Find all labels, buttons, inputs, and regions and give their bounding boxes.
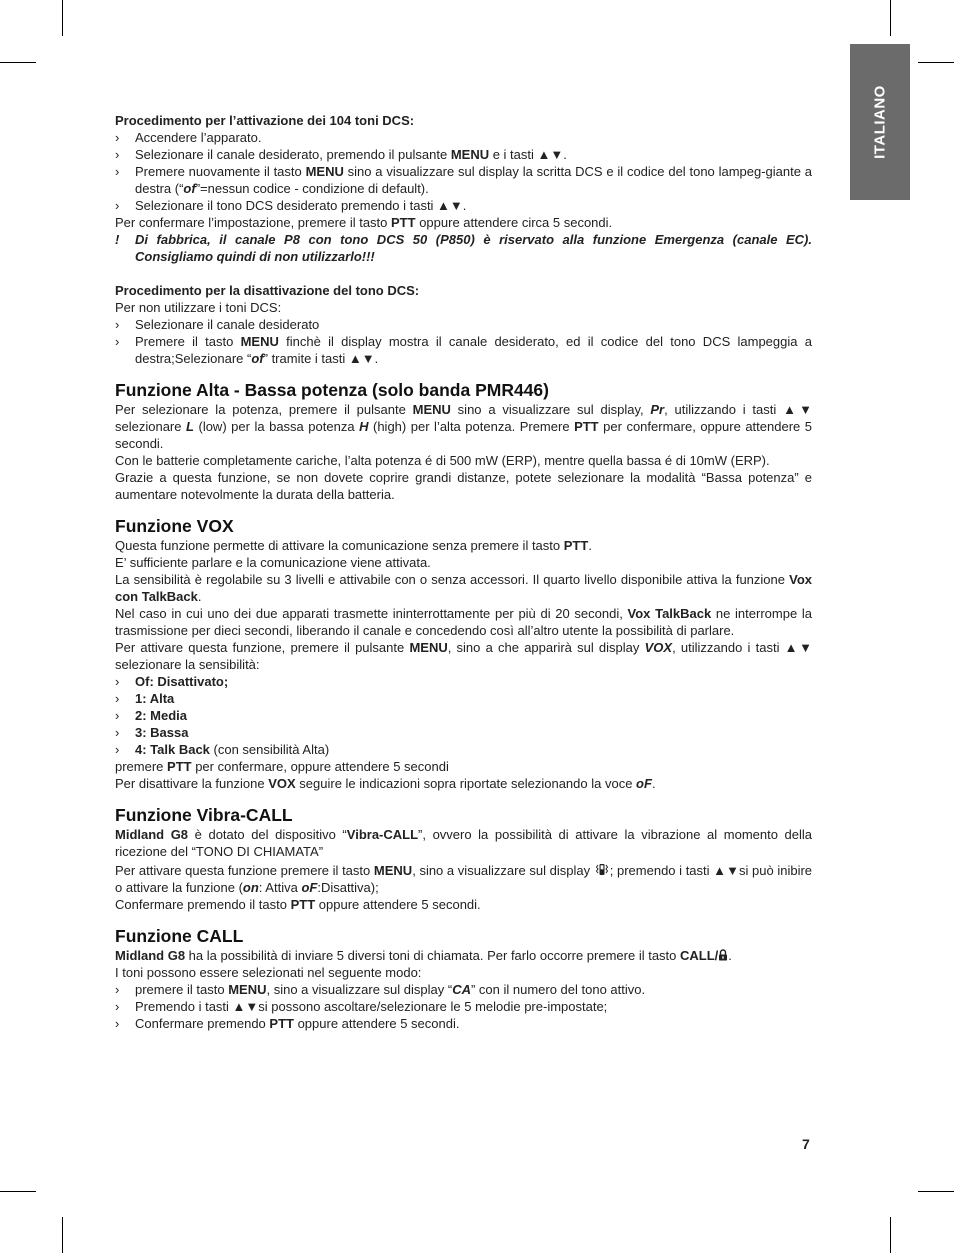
dcs-off-intro: Per non utilizzare i toni DCS: [115,300,282,315]
vox-paragraph: Nel caso in cui uno dei due apparati trasmette ininterrottamente per più di 20 secondi, Vox TalkBack ne interrompe la trasmissione per dieci secondi, liberando il canale e concedendo così all’altro utente la possibilità di parlare. [115,606,812,638]
section-heading-vox: Funzione VOX [115,516,234,536]
list-item: › 1: Alta [115,690,812,707]
crop-mark [918,1191,954,1192]
crop-mark [0,62,36,63]
call-paragraph: I toni possono essere selezionati nel seguente modo: [115,965,422,980]
lock-icon [718,949,728,961]
list-item: › 3: Bassa [115,724,812,741]
dcs-off-title: Procedimento per la disattivazione del tono DCS: [115,283,420,298]
list-item: › Selezionare il tono DCS desiderato premendo i tasti ▲▼. [115,197,812,214]
list-item: › Premendo i tasti ▲▼si possono ascoltare/selezionare le 5 melodie pre-impostate; [115,998,812,1015]
power-paragraph: Con le batterie completamente cariche, l’alta potenza é di 500 mW (ERP), mentre quella bassa é di 10mW (ERP). [115,453,770,468]
section-heading-vibra-call: Funzione Vibra-CALL [115,805,293,825]
list-item: › premere il tasto MENU, sino a visualizzare sul display “CA” con il numero del tono attivo. [115,981,812,998]
list-item: › Confermare premendo PTT oppure attendere 5 secondi. [115,1015,812,1032]
crop-mark [890,0,891,36]
list-item: › 2: Media [115,707,812,724]
list-item: › 4: Talk Back (con sensibilità Alta) [115,741,812,758]
list-item: › Premere il tasto MENU finchè il display mostra il canale desiderato, ed il codice del tono DCS lampeggia a destra;Selezionare “of” tramite i tasti ▲▼. [115,333,812,367]
vibra-paragraph: Confermare premendo il tasto PTT oppure attendere 5 secondi. [115,897,481,912]
vox-paragraph: Per disattivare la funzione VOX seguire le indicazioni sopra riportate selezionando la voce oF. [115,776,656,791]
language-tab-label: ITALIANO [871,85,889,159]
list-item: › Selezionare il canale desiderato [115,316,812,333]
list-item: › Accendere l’apparato. [115,129,812,146]
crop-mark [890,1217,891,1253]
call-paragraph: Midland G8 ha la possibilità di inviare 5 diversi toni di chiamata. Per farlo occorre premere il tasto CALL/ . [115,948,732,963]
vibra-paragraph: Per attivare questa funzione premere il tasto MENU, sino a visualizzare sul display ; premendo i tasti ▲▼si può inibire o attivare la funzione (on: Attiva oF:Disattiva); [115,863,813,895]
vox-paragraph: E’ sufficiente parlare e la comunicazione viene attivata. [115,555,431,570]
section-heading-power: Funzione Alta - Bassa potenza (solo banda PMR446) [115,380,549,400]
page-content [115,112,812,1032]
vox-paragraph: Questa funzione permette di attivare la comunicazione senza premere il tasto PTT. [115,538,592,553]
list-item: › Premere nuovamente il tasto MENU sino a visualizzare sul display la scritta DCS e il codice del tono lampeg-giante a destra (“of”=nessun codice - condizione di default). [115,163,812,197]
crop-mark [918,62,954,63]
page-number: 7 [802,1136,810,1152]
power-paragraph: Grazie a questa funzione, se non dovete coprire grandi distanze, potete selezionare la modalità “Bassa potenza” e aumentare notevolmente la durata della batteria. [115,470,812,502]
power-paragraph: Per selezionare la potenza, premere il pulsante MENU sino a visualizzare sul display, Pr, utilizzando i tasti ▲▼ selezionare L (low) per la bassa potenza H (high) per l’alta potenza. Premere PTT per confermare, oppure attendere 5 secondi. [115,402,812,451]
crop-mark [0,1191,36,1192]
vox-paragraph: La sensibilità è regolabile su 3 livelli e attivabile con o senza accessori. Il quarto livello disponibile attiva la funzione Vox con TalkBack. [115,572,812,604]
section-heading-call: Funzione CALL [115,926,244,946]
vibration-icon [595,863,609,876]
dcs-on-confirm: Per confermare l’impostazione, premere il tasto PTT oppure attendere circa 5 secondi. [115,215,613,230]
language-tab [850,44,910,200]
list-item: › Of: Disattivato; [115,673,812,690]
dcs-on-title: Procedimento per l’attivazione dei 104 toni DCS: [115,113,415,128]
list-item: › Selezionare il canale desiderato, premendo il pulsante MENU e i tasti ▲▼. [115,146,812,163]
warning-note: ! Di fabbrica, il canale P8 con tono DCS 50 (P850) è riservato alla funzione Emergenza (canale EC). Consigliamo quindi di non utilizzarlo!!! [115,231,812,265]
vibra-paragraph: Midland G8 è dotato del dispositivo “Vibra-CALL”, ovvero la possibilità di attivare la vibrazione al momento della ricezione del “TONO DI CHIAMATA” [115,827,813,859]
crop-mark [62,1217,63,1253]
vox-paragraph: Per attivare questa funzione, premere il pulsante MENU, sino a che apparirà sul display VOX, utilizzando i tasti ▲▼ selezionare la sensibilità: [115,640,812,672]
crop-mark [62,0,63,36]
vox-paragraph: premere PTT per confermare, oppure attendere 5 secondi [115,759,449,774]
